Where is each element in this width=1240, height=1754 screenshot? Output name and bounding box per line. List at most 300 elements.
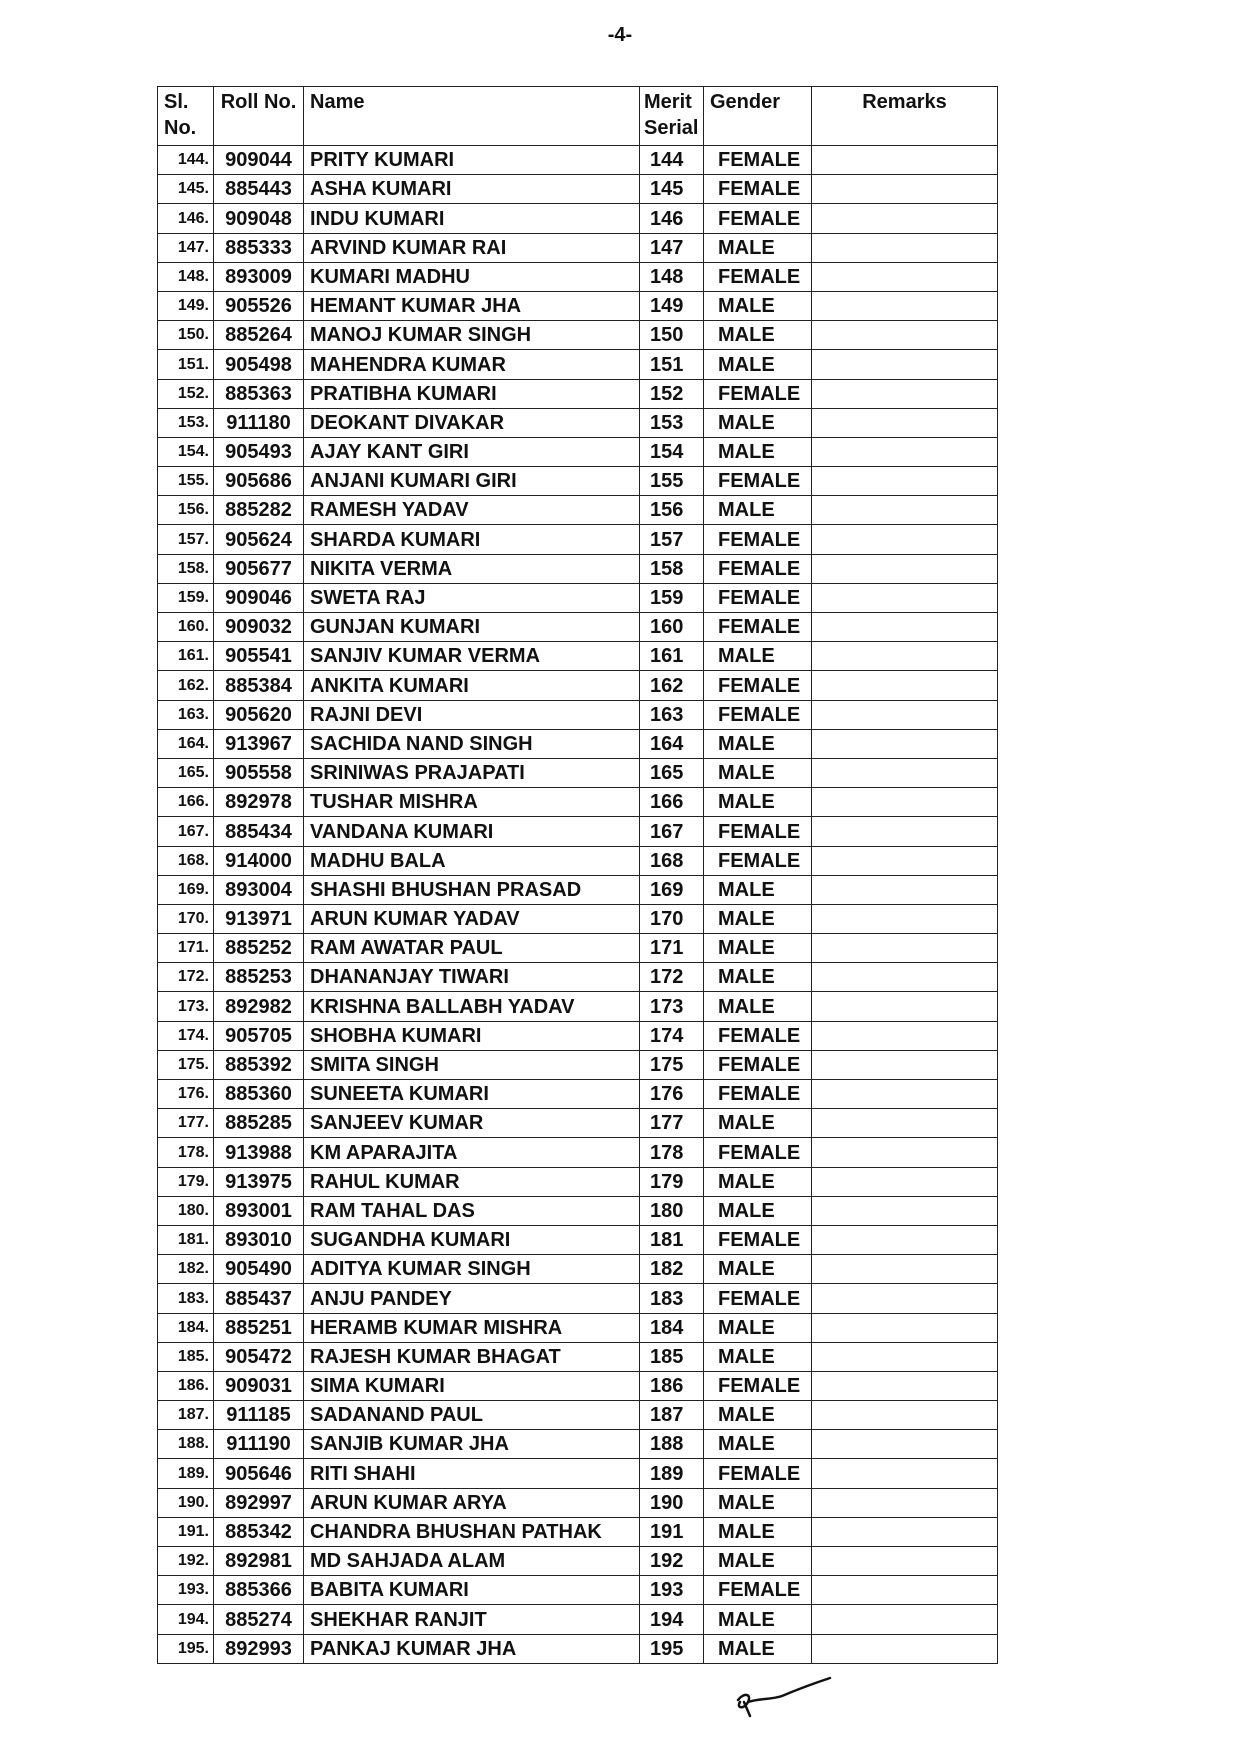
table-row [158,1021,998,1050]
cell-roll-no: 905498 [214,350,304,379]
table-row [158,963,998,992]
cell-roll-no: 905493 [214,437,304,466]
cell-gender: MALE [704,1255,812,1284]
cell-sl-no: 172. [158,963,214,992]
cell-merit-serial: 179 [640,1167,704,1196]
cell-sl-no: 177. [158,1109,214,1138]
cell-gender: MALE [704,437,812,466]
page-number: -4- [607,24,633,46]
cell-roll-no: 885384 [214,671,304,700]
cell-sl-no: 152. [158,379,214,408]
cell-sl-no: 176. [158,1080,214,1109]
table-row [158,496,998,525]
cell-gender: FEMALE [704,175,812,204]
cell-roll-no: 892993 [214,1634,304,1663]
table-row [158,1109,998,1138]
cell-name: HEMANT KUMAR JHA [304,291,640,320]
cell-name: RAMESH YADAV [304,496,640,525]
cell-sl-no: 175. [158,1050,214,1079]
cell-roll-no: 885274 [214,1605,304,1634]
cell-sl-no: 191. [158,1517,214,1546]
cell-name: BABITA KUMARI [304,1576,640,1605]
cell-gender: MALE [704,758,812,787]
cell-remarks [812,321,998,350]
cell-remarks [812,1371,998,1400]
cell-merit-serial: 160 [640,613,704,642]
cell-merit-serial: 181 [640,1225,704,1254]
cell-roll-no: 914000 [214,846,304,875]
cell-merit-serial: 192 [640,1547,704,1576]
cell-gender: MALE [704,1109,812,1138]
cell-remarks [812,1576,998,1605]
cell-remarks [812,904,998,933]
cell-remarks [812,1080,998,1109]
header-name: Name [304,87,640,146]
cell-merit-serial: 159 [640,583,704,612]
cell-merit-serial: 166 [640,788,704,817]
cell-remarks [812,1284,998,1313]
cell-roll-no: 909046 [214,583,304,612]
table-row [158,788,998,817]
cell-merit-serial: 195 [640,1634,704,1663]
cell-remarks [812,262,998,291]
cell-sl-no: 174. [158,1021,214,1050]
table-row [158,1255,998,1284]
cell-gender: MALE [704,992,812,1021]
cell-gender: FEMALE [704,1138,812,1167]
cell-roll-no: 909048 [214,204,304,233]
cell-gender: MALE [704,788,812,817]
cell-name: INDU KUMARI [304,204,640,233]
cell-remarks [812,1109,998,1138]
table-row [158,1284,998,1313]
cell-roll-no: 909031 [214,1371,304,1400]
cell-gender: MALE [704,1547,812,1576]
cell-gender: FEMALE [704,467,812,496]
cell-roll-no: 885333 [214,233,304,262]
cell-merit-serial: 190 [640,1488,704,1517]
cell-gender: FEMALE [704,613,812,642]
cell-gender: FEMALE [704,671,812,700]
cell-remarks [812,846,998,875]
cell-remarks [812,1021,998,1050]
cell-merit-serial: 194 [640,1605,704,1634]
cell-remarks [812,613,998,642]
cell-name: PANKAJ KUMAR JHA [304,1634,640,1663]
cell-name: RITI SHAHI [304,1459,640,1488]
cell-gender: FEMALE [704,1284,812,1313]
cell-roll-no: 885252 [214,934,304,963]
cell-sl-no: 184. [158,1313,214,1342]
table-row [158,992,998,1021]
table-row [158,1342,998,1371]
cell-name: VANDANA KUMARI [304,817,640,846]
header-row [158,87,998,146]
cell-merit-serial: 158 [640,554,704,583]
cell-roll-no: 905677 [214,554,304,583]
cell-remarks [812,788,998,817]
cell-merit-serial: 182 [640,1255,704,1284]
cell-remarks [812,1430,998,1459]
table-row [158,554,998,583]
cell-name: KUMARI MADHU [304,262,640,291]
cell-remarks [812,583,998,612]
cell-sl-no: 151. [158,350,214,379]
cell-sl-no: 150. [158,321,214,350]
cell-sl-no: 188. [158,1430,214,1459]
cell-sl-no: 185. [158,1342,214,1371]
cell-roll-no: 913967 [214,729,304,758]
cell-gender: MALE [704,1401,812,1430]
cell-remarks [812,1196,998,1225]
cell-name: GUNJAN KUMARI [304,613,640,642]
cell-merit-serial: 163 [640,700,704,729]
table-row [158,1313,998,1342]
cell-sl-no: 160. [158,613,214,642]
cell-remarks [812,350,998,379]
cell-name: KRISHNA BALLABH YADAV [304,992,640,1021]
cell-sl-no: 167. [158,817,214,846]
cell-merit-serial: 165 [640,758,704,787]
cell-remarks [812,992,998,1021]
cell-gender: MALE [704,1488,812,1517]
cell-sl-no: 144. [158,146,214,175]
cell-remarks [812,729,998,758]
cell-gender: MALE [704,1605,812,1634]
table-row [158,1547,998,1576]
cell-sl-no: 171. [158,934,214,963]
cell-merit-serial: 184 [640,1313,704,1342]
cell-remarks [812,934,998,963]
cell-sl-no: 193. [158,1576,214,1605]
table-row [158,467,998,496]
cell-sl-no: 169. [158,875,214,904]
cell-remarks [812,1255,998,1284]
cell-gender: FEMALE [704,1021,812,1050]
cell-merit-serial: 185 [640,1342,704,1371]
cell-gender: FEMALE [704,146,812,175]
table-row [158,525,998,554]
cell-roll-no: 892978 [214,788,304,817]
cell-name: MADHU BALA [304,846,640,875]
cell-sl-no: 173. [158,992,214,1021]
cell-gender: MALE [704,1430,812,1459]
cell-remarks [812,1547,998,1576]
cell-name: MANOJ KUMAR SINGH [304,321,640,350]
cell-sl-no: 156. [158,496,214,525]
cell-remarks [812,146,998,175]
header-roll-no: Roll No. [214,87,304,146]
cell-name: ADITYA KUMAR SINGH [304,1255,640,1284]
cell-name: SWETA RAJ [304,583,640,612]
cell-gender: MALE [704,934,812,963]
cell-gender: MALE [704,408,812,437]
cell-gender: MALE [704,321,812,350]
cell-name: MAHENDRA KUMAR [304,350,640,379]
cell-name: SHEKHAR RANJIT [304,1605,640,1634]
cell-merit-serial: 168 [640,846,704,875]
cell-remarks [812,1634,998,1663]
table-row [158,846,998,875]
cell-gender: FEMALE [704,525,812,554]
table-row [158,1080,998,1109]
table-row [158,1517,998,1546]
cell-sl-no: 148. [158,262,214,291]
cell-merit-serial: 161 [640,642,704,671]
cell-roll-no: 885392 [214,1050,304,1079]
cell-sl-no: 165. [158,758,214,787]
table-row [158,729,998,758]
table-row [158,875,998,904]
cell-roll-no: 893001 [214,1196,304,1225]
table-row [158,1430,998,1459]
cell-sl-no: 153. [158,408,214,437]
table-row [158,350,998,379]
cell-sl-no: 155. [158,467,214,496]
cell-name: RAJESH KUMAR BHAGAT [304,1342,640,1371]
cell-name: SANJIB KUMAR JHA [304,1430,640,1459]
cell-merit-serial: 156 [640,496,704,525]
cell-sl-no: 168. [158,846,214,875]
cell-roll-no: 905558 [214,758,304,787]
cell-remarks [812,700,998,729]
cell-name: AJAY KANT GIRI [304,437,640,466]
cell-merit-serial: 170 [640,904,704,933]
cell-gender: MALE [704,496,812,525]
cell-merit-serial: 178 [640,1138,704,1167]
cell-gender: MALE [704,963,812,992]
cell-remarks [812,1459,998,1488]
table-row [158,1225,998,1254]
cell-merit-serial: 148 [640,262,704,291]
cell-merit-serial: 171 [640,934,704,963]
cell-name: NIKITA VERMA [304,554,640,583]
cell-roll-no: 911185 [214,1401,304,1430]
cell-name: DHANANJAY TIWARI [304,963,640,992]
cell-gender: FEMALE [704,1459,812,1488]
cell-remarks [812,1605,998,1634]
cell-gender: FEMALE [704,1050,812,1079]
cell-name: ANKITA KUMARI [304,671,640,700]
cell-roll-no: 892981 [214,1547,304,1576]
cell-roll-no: 893009 [214,262,304,291]
cell-sl-no: 170. [158,904,214,933]
cell-roll-no: 892997 [214,1488,304,1517]
table-row [158,204,998,233]
table-row [158,1576,998,1605]
handwritten-signature-icon [730,1672,850,1732]
cell-merit-serial: 175 [640,1050,704,1079]
cell-merit-serial: 169 [640,875,704,904]
cell-sl-no: 147. [158,233,214,262]
cell-roll-no: 905526 [214,291,304,320]
cell-remarks [812,175,998,204]
table-row [158,262,998,291]
cell-gender: FEMALE [704,817,812,846]
cell-name: RAHUL KUMAR [304,1167,640,1196]
cell-sl-no: 187. [158,1401,214,1430]
cell-name: DEOKANT DIVAKAR [304,408,640,437]
cell-merit-serial: 193 [640,1576,704,1605]
cell-remarks [812,467,998,496]
cell-sl-no: 149. [158,291,214,320]
cell-gender: FEMALE [704,204,812,233]
cell-remarks [812,408,998,437]
cell-merit-serial: 162 [640,671,704,700]
table-row [158,146,998,175]
cell-name: CHANDRA BHUSHAN PATHAK [304,1517,640,1546]
cell-roll-no: 885366 [214,1576,304,1605]
cell-roll-no: 905541 [214,642,304,671]
cell-merit-serial: 176 [640,1080,704,1109]
cell-sl-no: 146. [158,204,214,233]
cell-sl-no: 194. [158,1605,214,1634]
cell-sl-no: 190. [158,1488,214,1517]
cell-name: PRATIBHA KUMARI [304,379,640,408]
cell-sl-no: 189. [158,1459,214,1488]
cell-remarks [812,525,998,554]
cell-merit-serial: 172 [640,963,704,992]
cell-roll-no: 885253 [214,963,304,992]
cell-name: SUGANDHA KUMARI [304,1225,640,1254]
cell-remarks [812,1401,998,1430]
cell-remarks [812,1138,998,1167]
cell-roll-no: 905472 [214,1342,304,1371]
cell-gender: FEMALE [704,583,812,612]
cell-merit-serial: 186 [640,1371,704,1400]
cell-merit-serial: 191 [640,1517,704,1546]
cell-merit-serial: 157 [640,525,704,554]
cell-merit-serial: 151 [640,350,704,379]
cell-remarks [812,1167,998,1196]
cell-name: ARUN KUMAR YADAV [304,904,640,933]
cell-remarks [812,642,998,671]
cell-merit-serial: 164 [640,729,704,758]
cell-sl-no: 159. [158,583,214,612]
cell-roll-no: 893004 [214,875,304,904]
cell-gender: MALE [704,1167,812,1196]
cell-merit-serial: 144 [640,146,704,175]
cell-name: PRITY KUMARI [304,146,640,175]
cell-remarks [812,437,998,466]
cell-gender: MALE [704,904,812,933]
table-row [158,904,998,933]
cell-sl-no: 154. [158,437,214,466]
cell-roll-no: 913971 [214,904,304,933]
table-row [158,1605,998,1634]
cell-roll-no: 885434 [214,817,304,846]
cell-name: RAM AWATAR PAUL [304,934,640,963]
cell-name: SADANAND PAUL [304,1401,640,1430]
table-row [158,1167,998,1196]
cell-roll-no: 885363 [214,379,304,408]
cell-roll-no: 905705 [214,1021,304,1050]
cell-name: RAJNI DEVI [304,700,640,729]
cell-roll-no: 913975 [214,1167,304,1196]
cell-gender: FEMALE [704,700,812,729]
cell-gender: MALE [704,729,812,758]
cell-remarks [812,291,998,320]
table-row [158,1488,998,1517]
cell-gender: FEMALE [704,554,812,583]
cell-gender: FEMALE [704,1080,812,1109]
cell-remarks [812,1225,998,1254]
cell-sl-no: 195. [158,1634,214,1663]
cell-roll-no: 905620 [214,700,304,729]
cell-sl-no: 157. [158,525,214,554]
cell-roll-no: 909044 [214,146,304,175]
table-row [158,1138,998,1167]
cell-roll-no: 911190 [214,1430,304,1459]
cell-merit-serial: 154 [640,437,704,466]
cell-remarks [812,496,998,525]
table-row [158,583,998,612]
cell-name: SMITA SINGH [304,1050,640,1079]
cell-sl-no: 186. [158,1371,214,1400]
cell-roll-no: 885342 [214,1517,304,1546]
cell-name: SIMA KUMARI [304,1371,640,1400]
cell-remarks [812,963,998,992]
cell-gender: MALE [704,1196,812,1225]
cell-name: SANJEEV KUMAR [304,1109,640,1138]
cell-gender: MALE [704,350,812,379]
table-row [158,642,998,671]
table-row [158,613,998,642]
cell-gender: FEMALE [704,1371,812,1400]
cell-name: ASHA KUMARI [304,175,640,204]
cell-roll-no: 913988 [214,1138,304,1167]
cell-gender: MALE [704,1313,812,1342]
cell-gender: FEMALE [704,379,812,408]
cell-merit-serial: 177 [640,1109,704,1138]
cell-sl-no: 183. [158,1284,214,1313]
cell-remarks [812,1517,998,1546]
cell-sl-no: 158. [158,554,214,583]
header-merit-serial: Merit Serial [640,87,704,146]
cell-merit-serial: 149 [640,291,704,320]
table-row [158,1634,998,1663]
cell-name: SHOBHA KUMARI [304,1021,640,1050]
cell-remarks [812,204,998,233]
cell-gender: MALE [704,1342,812,1371]
cell-merit-serial: 152 [640,379,704,408]
cell-merit-serial: 167 [640,817,704,846]
cell-roll-no: 885443 [214,175,304,204]
cell-remarks [812,817,998,846]
cell-name: SHARDA KUMARI [304,525,640,554]
cell-merit-serial: 174 [640,1021,704,1050]
cell-sl-no: 192. [158,1547,214,1576]
cell-gender: MALE [704,642,812,671]
cell-gender: FEMALE [704,1225,812,1254]
cell-merit-serial: 183 [640,1284,704,1313]
cell-remarks [812,875,998,904]
cell-remarks [812,1342,998,1371]
header-remarks: Remarks [812,87,998,146]
cell-roll-no: 885282 [214,496,304,525]
cell-name: SUNEETA KUMARI [304,1080,640,1109]
cell-name: SHASHI BHUSHAN PRASAD [304,875,640,904]
cell-remarks [812,379,998,408]
table-row [158,1401,998,1430]
cell-merit-serial: 173 [640,992,704,1021]
cell-gender: MALE [704,1634,812,1663]
cell-name: SRINIWAS PRAJAPATI [304,758,640,787]
cell-merit-serial: 155 [640,467,704,496]
cell-sl-no: 162. [158,671,214,700]
table-row [158,175,998,204]
cell-name: ARVIND KUMAR RAI [304,233,640,262]
